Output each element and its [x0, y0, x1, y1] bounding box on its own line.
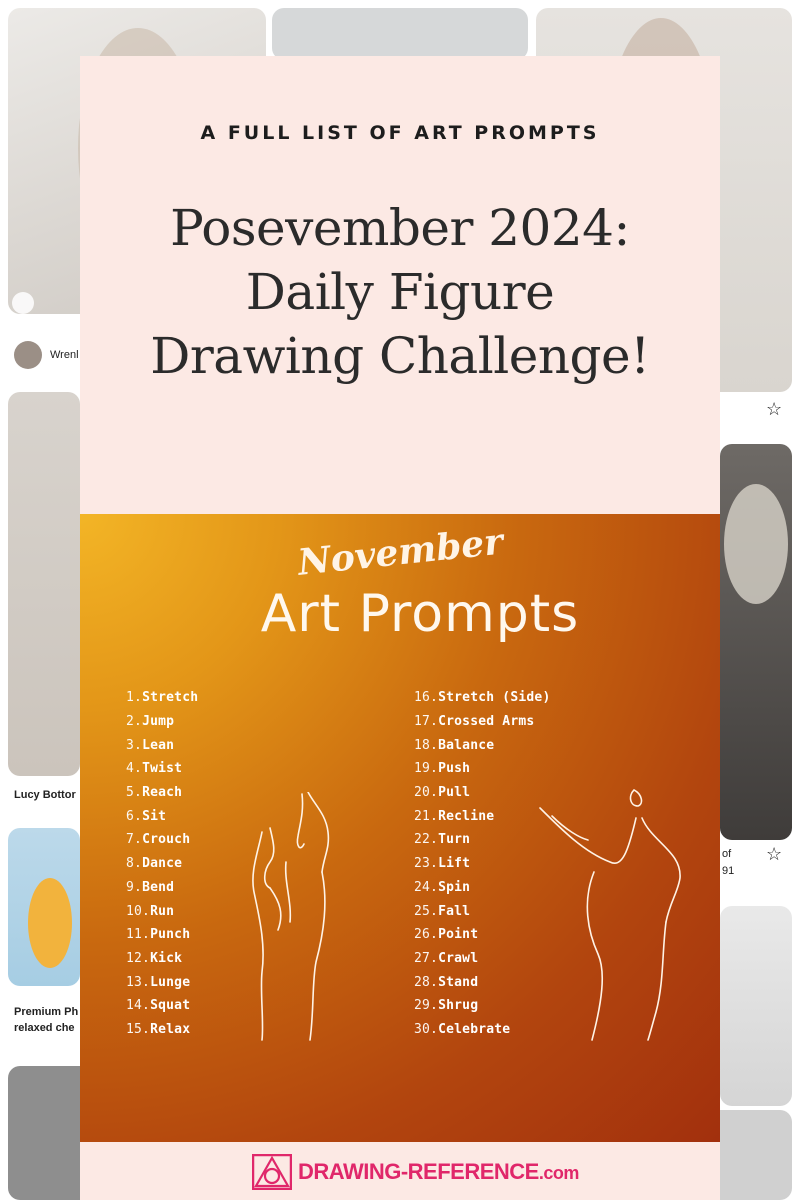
prompt-item: [126, 899, 198, 923]
avatar[interactable]: [14, 341, 42, 369]
prompt-number: 18.: [414, 737, 439, 753]
prompt-item: [126, 923, 198, 947]
prompt-number: 25.: [414, 903, 439, 919]
brand-footer: [80, 1142, 720, 1200]
prompt-item: [414, 876, 550, 900]
figure-line-art-raised-arms-icon: [532, 782, 692, 1042]
prompt-number: 14.: [126, 998, 151, 1014]
prompt-number: 1.: [126, 690, 143, 706]
pin-image-armchair[interactable]: [720, 444, 792, 840]
prompt-word: Pull: [438, 785, 471, 801]
prompt-item: [414, 970, 550, 994]
prompt-word: Reach: [142, 785, 183, 801]
pin-image-top-middle[interactable]: [272, 8, 528, 60]
prompt-number: 15.: [126, 1021, 151, 1037]
prompt-item: [126, 781, 198, 805]
prompt-word: Kick: [150, 950, 183, 966]
prompt-word: Shrug: [438, 998, 479, 1014]
headline-line: Posevember 2024:: [170, 199, 630, 257]
prompt-number: 8.: [126, 856, 143, 872]
prompt-item: [414, 781, 550, 805]
prompt-word: Jump: [142, 714, 175, 730]
prompt-item: [414, 828, 550, 852]
prompt-number: 23.: [414, 856, 439, 872]
prompt-word: Crawl: [438, 950, 479, 966]
prompt-item: [126, 1018, 198, 1042]
prompt-item: [126, 947, 198, 971]
brand-tld: .com: [538, 1163, 579, 1183]
prompt-word: Twist: [142, 761, 183, 777]
prompt-item: [414, 757, 550, 781]
prompt-word: Push: [438, 761, 471, 777]
prompt-number: 19.: [414, 761, 439, 777]
card-headline: [80, 196, 720, 388]
prompt-number: 12.: [126, 950, 151, 966]
prompt-number: 28.: [414, 974, 439, 990]
prompt-word: Bend: [142, 879, 175, 895]
figure-line-art-back-icon: [240, 792, 360, 1042]
star-outline-icon[interactable]: ☆: [766, 844, 783, 864]
camera-icon[interactable]: [12, 292, 34, 314]
pin-title[interactable]: relaxed che: [14, 1022, 75, 1034]
prompt-word: Balance: [438, 737, 495, 753]
prompt-item: [126, 686, 198, 710]
headline-line: Drawing Challenge!: [150, 327, 650, 385]
brand-logo[interactable]: [252, 1154, 579, 1190]
prompt-number: 22.: [414, 832, 439, 848]
card-kicker: A FULL LIST OF ART PROMPTS: [200, 122, 600, 144]
prompt-number: 30.: [414, 1021, 439, 1037]
star-outline-icon[interactable]: ☆: [766, 399, 783, 419]
prompt-word: Crossed Arms: [438, 714, 535, 730]
prompt-word: Stretch (Side): [438, 690, 551, 706]
prompt-number: 24.: [414, 879, 439, 895]
beanbag-shape: [28, 878, 72, 968]
prompt-item: [414, 710, 550, 734]
prompt-number: 2.: [126, 714, 143, 730]
prompt-number: 20.: [414, 785, 439, 801]
pin-title-snippet[interactable]: of: [722, 848, 732, 860]
prompt-item: [126, 804, 198, 828]
prompt-word: Run: [150, 903, 175, 919]
prompt-number: 4.: [126, 761, 143, 777]
prompt-item: [126, 828, 198, 852]
prompt-list-right: [414, 686, 550, 1041]
prompt-number: 7.: [126, 832, 143, 848]
prompt-item: [414, 686, 550, 710]
prompt-number: 21.: [414, 808, 439, 824]
prompt-item: [414, 923, 550, 947]
prompt-number: 16.: [414, 690, 439, 706]
prompt-item: [414, 1018, 550, 1042]
prompt-item: [126, 876, 198, 900]
prompt-word: Turn: [438, 832, 471, 848]
pin-title[interactable]: Premium Ph: [14, 1006, 79, 1018]
prompt-number: 27.: [414, 950, 439, 966]
prompt-item: [414, 994, 550, 1018]
prompt-item: [414, 852, 550, 876]
prompt-word: Squat: [150, 998, 191, 1014]
prompt-item: [414, 899, 550, 923]
prompt-item: [414, 804, 550, 828]
prompt-word: Stretch: [142, 690, 199, 706]
prompt-item: [414, 947, 550, 971]
prompt-number: 29.: [414, 998, 439, 1014]
prompt-word: Spin: [438, 879, 471, 895]
prompt-number: 13.: [126, 974, 151, 990]
prompt-number: 17.: [414, 714, 439, 730]
prompt-item: [414, 733, 550, 757]
banner-title: Art Prompts: [260, 584, 580, 644]
prompt-item: [126, 994, 198, 1018]
prompt-number: 6.: [126, 808, 143, 824]
headline-line: Daily Figure: [245, 263, 555, 321]
prompt-number: 5.: [126, 785, 143, 801]
prompt-word: Celebrate: [438, 1021, 511, 1037]
featured-pin-card[interactable]: [80, 56, 720, 1200]
prompt-word: Crouch: [142, 832, 191, 848]
armchair-shape: [724, 484, 788, 604]
brand-name: DRAWING-REFERENCE: [298, 1159, 539, 1184]
prompt-number: 11.: [126, 927, 151, 943]
prompt-item: [126, 852, 198, 876]
prompt-number: 9.: [126, 879, 143, 895]
prompt-number: 3.: [126, 737, 143, 753]
prompt-number: 10.: [126, 903, 151, 919]
prompt-number: 26.: [414, 927, 439, 943]
prompt-word: Lean: [142, 737, 175, 753]
brand-logo-text: [298, 1159, 579, 1185]
prompt-word: Sit: [142, 808, 167, 824]
prompt-word: Point: [438, 927, 479, 943]
pin-title[interactable]: Lucy Bottor: [14, 789, 76, 801]
pin-title-snippet[interactable]: 91: [722, 865, 735, 877]
pin-author-name[interactable]: Wrenl: [50, 349, 79, 361]
prompt-item: [126, 710, 198, 734]
pin-image-beanbag[interactable]: [8, 828, 80, 986]
prompt-item: [126, 757, 198, 781]
prompt-list-left: [126, 686, 198, 1041]
prompt-word: Fall: [438, 903, 471, 919]
prompt-item: [126, 733, 198, 757]
banner-script-title: November: [295, 520, 505, 584]
prompt-word: Relax: [150, 1021, 191, 1037]
pin-image-right-bottom[interactable]: [720, 906, 792, 1106]
prompt-item: [126, 970, 198, 994]
prompt-word: Stand: [438, 974, 479, 990]
prompt-word: Lunge: [150, 974, 191, 990]
prompt-word: Lift: [438, 856, 471, 872]
prompt-word: Recline: [438, 808, 495, 824]
prompt-word: Dance: [142, 856, 183, 872]
triangle-circle-logo-icon: [252, 1154, 292, 1190]
prompt-word: Punch: [150, 927, 191, 943]
art-prompts-banner: [80, 514, 720, 1142]
pin-image-left[interactable]: [8, 392, 80, 776]
